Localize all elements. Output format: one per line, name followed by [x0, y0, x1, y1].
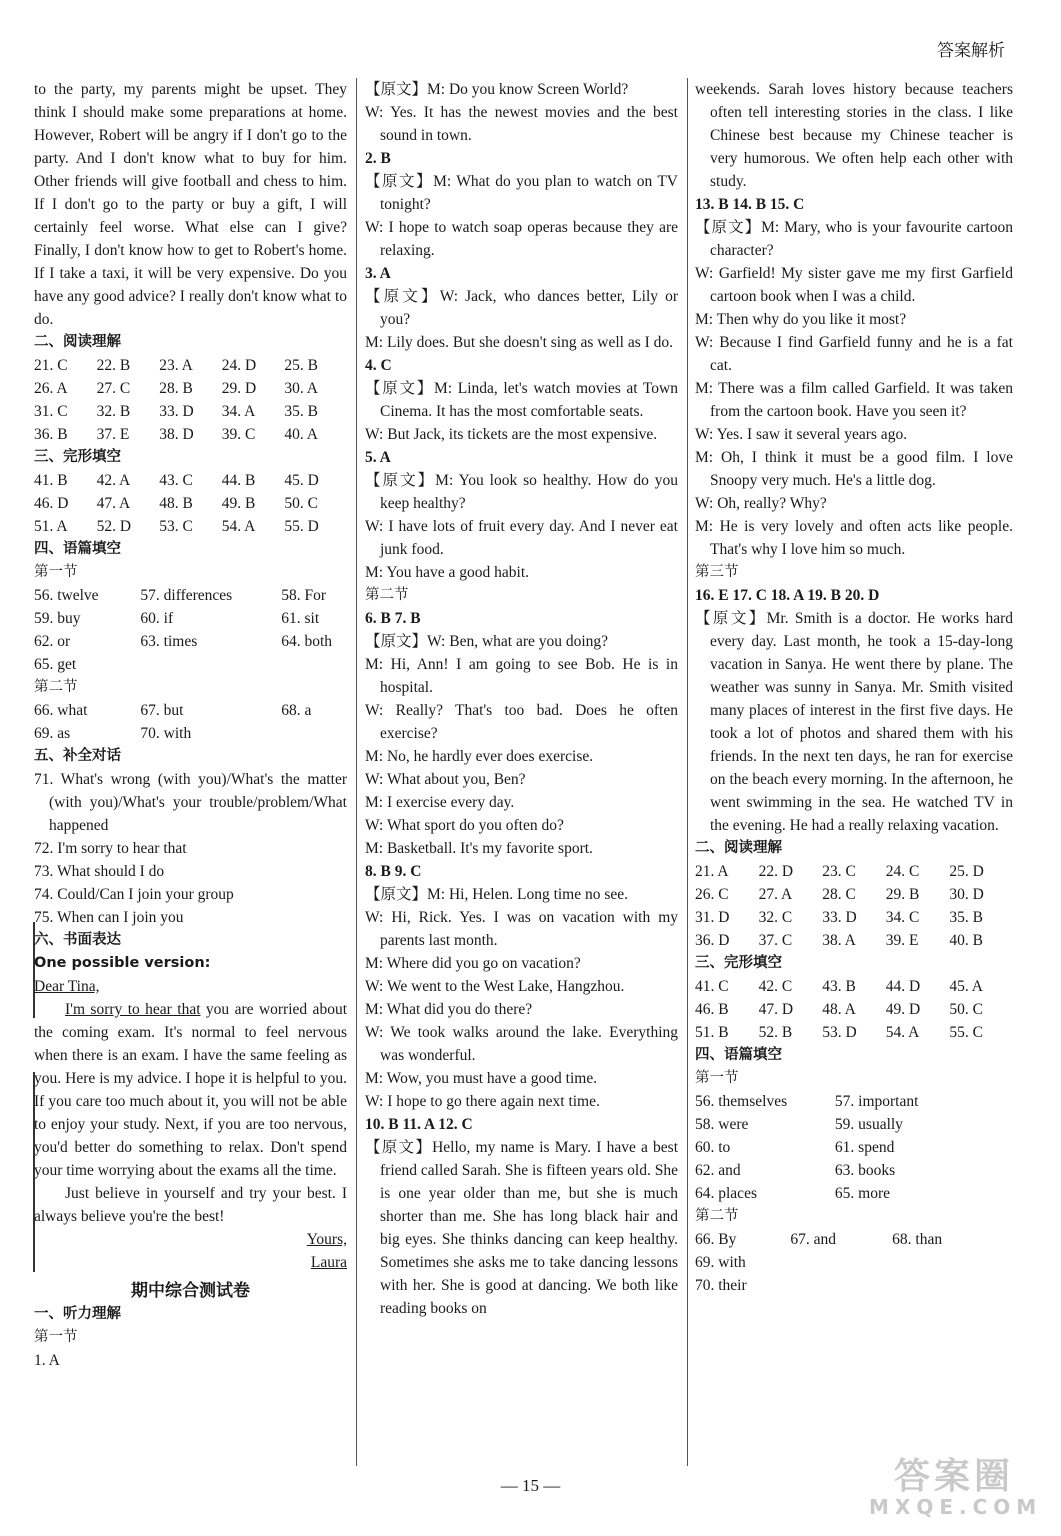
dialogue-answer: 73. What should I do [34, 863, 165, 880]
transcript-line: M: Basketball. It's my favorite sport. [365, 840, 593, 857]
answer-cell: 21. A [695, 863, 729, 880]
answer-cell [281, 653, 347, 676]
answer-cell: 64. both [281, 633, 333, 650]
transcript-line: 【原文】M: Hi, Helen. Long time no see. [365, 886, 629, 903]
answer-grid [34, 354, 347, 446]
letter-signature: Laura [310, 1254, 347, 1271]
answer-cell: 40. B [949, 932, 983, 949]
answer-cell: 63. books [834, 1162, 896, 1179]
letter-greeting: Dear Tina, [34, 978, 100, 995]
answer-row [34, 400, 347, 423]
transcript-line: M: You have a good habit. [365, 564, 530, 581]
transcript-line: W: But Jack, its tickets are the most expensive. [365, 426, 658, 443]
answer-cell: 35. B [284, 403, 318, 420]
answer-row [34, 423, 347, 446]
answer-row [695, 1251, 1013, 1274]
answer-cell: 33. D [159, 403, 194, 420]
answer-row [695, 883, 1013, 906]
answer-cell: 50. C [949, 1001, 983, 1018]
transcript-line: 【原文】M: What do you plan to watch on TV tonight? [365, 173, 678, 213]
answer-cell: 45. A [949, 978, 983, 995]
transcript-line: W: We took walks around the lake. Everything was wonderful. [365, 1024, 678, 1064]
answer-row [695, 1274, 1013, 1297]
answer-row [695, 1159, 1013, 1182]
answer-row [34, 699, 347, 722]
answer-grid [695, 975, 1013, 1044]
answer-row [695, 929, 1013, 952]
transcript-line: M: Hi, Ann! I am going to see Bob. He is in hospital. [365, 656, 678, 696]
dialogue-answer: 72. I'm sorry to hear that [34, 840, 187, 857]
answer-cell: 37. C [758, 932, 793, 949]
answer-item: 3. A [365, 265, 391, 282]
answer-cell: 24. C [885, 863, 920, 880]
dialogue-answer: 71. What's wrong (with you)/What's the matter (with you)/What's your trouble/problem/What happened [34, 771, 347, 834]
transcript-line: W: Really? That's too bad. Does he often exercise? [365, 702, 678, 742]
transcript-line: 【原文】W: Jack, who dances better, Lily or you? [365, 288, 678, 328]
answer-cell: 59. usually [834, 1116, 903, 1133]
answer-cell: 46. D [34, 495, 69, 512]
letter-paragraph: Just believe in yourself and try your best. I always believe you're the best! [34, 1185, 347, 1225]
transcript-line: W: I have lots of fruit every day. And I never eat junk food. [365, 518, 678, 558]
answer-cell: 41. C [695, 978, 729, 995]
answer-cell: 64. places [695, 1185, 757, 1202]
answer-cell [281, 722, 347, 745]
answer-cell: 54. A [885, 1024, 920, 1041]
subsection-heading: 第一节 [695, 1070, 739, 1086]
answer-item: 10. B 11. A 12. C [365, 1116, 473, 1133]
answer-cell: 34. A [221, 403, 256, 420]
answer-cell: 48. A [822, 1001, 856, 1018]
answer-row [34, 584, 347, 607]
answer-cell: 48. B [159, 495, 193, 512]
answer-cell: 70. their [695, 1277, 747, 1294]
answer-cell: 69. as [34, 725, 71, 742]
answer-cell: 31. D [695, 909, 730, 926]
section-heading: 三、完形填空 [34, 449, 121, 465]
answer-cell: 42. C [758, 978, 793, 995]
transcript-line: M: What did you do there? [365, 1001, 533, 1018]
answer-cell: 25. B [284, 357, 318, 374]
answer-cell: 44. B [221, 472, 256, 489]
transcript-line: W: We went to the West Lake, Hangzhou. [365, 978, 625, 995]
letter-paragraph [34, 998, 347, 1182]
answer-cell: 57. important [834, 1093, 919, 1110]
dialogue-answer: 75. When can I join you [34, 909, 184, 926]
answer-cell: 56. twelve [34, 587, 99, 604]
page-header: 答案解析 [937, 41, 1005, 61]
transcript-line: 【原文】W: Ben, what are you doing? [365, 633, 609, 650]
sample-label: One possible version: [34, 955, 211, 971]
answer-grid [34, 469, 347, 538]
transcript-line: 【原文】M: Do you know Screen World? [365, 81, 629, 98]
answer-cell: 59. buy [34, 610, 81, 627]
answer-item: 5. A [365, 449, 391, 466]
answer-cell: 37. E [96, 426, 130, 443]
answer-cell [790, 1251, 892, 1274]
answer-cell: 23. A [159, 357, 193, 374]
transcript-line: 【原文】M: Mary, who is your favourite cartoon character? [695, 219, 1013, 259]
answer-cell: 36. D [695, 932, 730, 949]
answer-row [695, 1228, 1013, 1251]
transcript-line: 【原文】Hello, my name is Mary. I have a best friend called Sarah. She is fifteen years old. She is one year older than me, but she is much shorter than me. She has long black hair and big eyes. She thinks dancing can keep healthy. Sometimes she asks me to take dancing lessons with her. She is good at dancing. We both like reading books on [365, 1139, 678, 1317]
answer-cell: 26. A [34, 380, 68, 397]
section-heading: 二、阅读理解 [34, 334, 121, 350]
answer-row [695, 998, 1013, 1021]
subsection-heading: 第二节 [695, 1208, 739, 1224]
answer-cell: 54. A [221, 518, 256, 535]
transcript-line: M: Then why do you like it most? [695, 311, 907, 328]
answer-cell: 30. A [284, 380, 318, 397]
answer-cell: 42. A [96, 472, 131, 489]
answer-row [695, 975, 1013, 998]
answer-cell: 27. C [96, 380, 131, 397]
answer-grid [695, 1090, 1013, 1205]
answer-grid [34, 699, 347, 745]
transcript-line: M: He is very lovely and often acts like people. That's why I love him so much. [695, 518, 1013, 558]
answer-cell [140, 653, 281, 676]
answer-item: 4. C [365, 357, 392, 374]
answer-row [34, 653, 347, 676]
answer-row [695, 1136, 1013, 1159]
answer-cell: 23. C [822, 863, 856, 880]
answer-cell: 50. C [284, 495, 318, 512]
answer-cell: 69. with [695, 1254, 746, 1271]
answer-cell: 52. D [96, 518, 132, 535]
transcript-line: M: Oh, I think it must be a good film. I love Snoopy very much. He's a little dog. [695, 449, 1013, 489]
column-divider-1 [356, 78, 357, 1466]
transcript-line: W: Because I find Garfield funny and he is a fat cat. [695, 334, 1013, 374]
answer-row [695, 906, 1013, 929]
answer-cell: 63. times [140, 633, 198, 650]
answer-cell: 28. C [822, 886, 856, 903]
column-divider-2 [687, 78, 688, 1466]
section-heading: 一、听力理解 [34, 1306, 121, 1322]
subsection-heading: 第三节 [695, 564, 739, 580]
answer-cell: 29. D [221, 380, 257, 397]
answer-cell: 28. B [159, 380, 193, 397]
transcript-line: M: No, he hardly ever does exercise. [365, 748, 594, 765]
letter-lead: I'm sorry to hear that [65, 1001, 201, 1018]
answer-cell: 57. differences [140, 587, 233, 604]
answer-row [695, 1182, 1013, 1205]
answer-cell: 55. C [949, 1024, 983, 1041]
answer-cell: 60. if [140, 610, 174, 627]
answer-cell: 43. C [159, 472, 193, 489]
answer-cell: 61. spend [834, 1139, 895, 1156]
answer-cell: 68. than [892, 1231, 943, 1248]
answer-cell: 41. B [34, 472, 68, 489]
answer-grid [695, 860, 1013, 952]
answer-item: 2. B [365, 150, 391, 167]
answer-cell: 22. B [96, 357, 131, 374]
answer-grid [695, 1228, 1013, 1297]
answer-cell: 45. D [284, 472, 319, 489]
transcript-line: 【原文】Mr. Smith is a doctor. He works hard every day. Last month, he took a 15-day-long vacation in Sanya. He went there by plane. The weather was sunny in Sanya. Mr. Smith visited many places of interest in the first five days. He took a lot of photos and shared them with his friends. In the next ten days, he ran for exercise on the beach every morning. In the afternoon, he went swimming in the sea. He watched TV in the evening. He had a really relaxing vacation. [695, 610, 1013, 834]
answer-cell: 67. but [140, 702, 184, 719]
transcript-line: M: There was a film called Garfield. It was taken from the cartoon book. Have you seen it? [695, 380, 1013, 420]
answer-row [34, 630, 347, 653]
answer-cell: 51. B [695, 1024, 729, 1041]
answer-cell: 25. D [949, 863, 984, 880]
section-heading: 四、语篇填空 [34, 541, 121, 557]
answer-cell: 65. more [834, 1185, 891, 1202]
page-number: — 15 — [500, 1476, 561, 1495]
answer-item: 1. A [34, 1352, 60, 1369]
answer-cell: 55. D [284, 518, 319, 535]
transcript-line: M: I exercise every day. [365, 794, 515, 811]
answer-cell: 53. C [159, 518, 193, 535]
answer-cell: 51. A [34, 518, 68, 535]
transcript-line: W: What sport do you often do? [365, 817, 564, 834]
subsection-heading: 第一节 [34, 1329, 78, 1345]
column-right [695, 78, 1013, 1297]
answer-item: 13. B 14. B 15. C [695, 196, 805, 213]
transcript-line: weekends. Sarah loves history because teachers often tell interesting stories in the class. I like Chinese best because my Chinese teacher is very humorous. We often help each other with study. [695, 81, 1013, 190]
section-heading: 六、书面表达 [34, 932, 121, 948]
answer-cell: 39. C [221, 426, 256, 443]
answer-row [34, 377, 347, 400]
subsection-heading: 第二节 [365, 587, 409, 603]
subsection-heading: 第二节 [34, 679, 78, 695]
essay-passage: to the party, my parents might be upset. They think I should make some preparations at home. However, Robert will be angry if I don't go to the party. And I don't know what to buy for him. Other friends will give football and chess to him. If I don't go to the party or buy a gift, I will certainly feel worse. What else can I give? Finally, I don't know how to get to Robert's home. If I take a taxi, it will be very expensive. Do you have any good advice? I really don't know what to do. [34, 81, 347, 328]
answer-cell: 65. get [34, 656, 77, 673]
transcript-line: W: Garfield! My sister gave me my first Garfield cartoon book when I was a child. [695, 265, 1013, 305]
answer-item: 8. B 9. C [365, 863, 422, 880]
answer-row [695, 1090, 1013, 1113]
answer-cell: 58. were [695, 1116, 749, 1133]
transcript-line: W: Hi, Rick. Yes. I was on vacation with my parents last month. [365, 909, 678, 949]
answer-cell: 56. themselves [695, 1093, 788, 1110]
answer-cell [790, 1274, 892, 1297]
transcript-line: W: I hope to watch soap operas because they are relaxing. [365, 219, 678, 259]
answer-cell: 30. D [949, 886, 984, 903]
answer-cell: 29. B [885, 886, 920, 903]
answer-cell: 31. C [34, 403, 68, 420]
watermark-logo: 答案圈 MXQE.COM [869, 1456, 1043, 1519]
answer-cell: 53. D [822, 1024, 857, 1041]
answer-row [695, 1113, 1013, 1136]
listening-transcripts [695, 78, 1013, 837]
section-heading: 三、完形填空 [695, 955, 782, 971]
dialogue-answers [34, 768, 347, 929]
answer-cell: 38. A [822, 932, 856, 949]
transcript-line: W: Yes. It has the newest movies and the best sound in town. [365, 104, 678, 144]
section-heading: 五、补全对话 [34, 748, 121, 764]
answer-row [34, 722, 347, 745]
transcript-line: W: I hope to go there again next time. [365, 1093, 600, 1110]
transcript-line: M: Lily does. But she doesn't sing as well as I do. [365, 334, 674, 351]
letter-body: you are worried about the coming exam. It's normal to feel nervous when there is an exam. I have the same feeling as you. Here is my advice. I hope it is helpful to you. If you care too much about it, you will not be able to enjoy your study. Next, if you are too nervous, you'd better do something to relax. Don't spend your time worrying about the exams all the time. [34, 1001, 347, 1179]
answer-row [34, 607, 347, 630]
answer-item: 16. E 17. C 18. A 19. B 20. D [695, 587, 880, 604]
transcript-line: W: Oh, really? Why? [695, 495, 827, 512]
answer-row [34, 492, 347, 515]
answer-row [34, 354, 347, 377]
answer-row [34, 469, 347, 492]
dialogue-answer: 74. Could/Can I join your group [34, 886, 234, 903]
transcript-line: 【原文】M: You look so healthy. How do you keep healthy? [365, 472, 678, 512]
answer-cell: 32. B [96, 403, 131, 420]
transcript-line: 【原文】M: Linda, let's watch movies at Town Cinema. It has the most comfortable seats. [365, 380, 678, 420]
answer-cell: 24. D [221, 357, 257, 374]
transcript-line: W: What about you, Ben? [365, 771, 526, 788]
subsection-heading: 第一节 [34, 564, 78, 580]
transcript-line: M: Where did you go on vacation? [365, 955, 581, 972]
answer-cell: 35. B [949, 909, 983, 926]
answer-cell: 70. with [140, 725, 192, 742]
answer-row [695, 1021, 1013, 1044]
letter-closing: Yours, [306, 1231, 347, 1248]
transcript-line: W: Yes. I saw it several years ago. [695, 426, 908, 443]
transcript-line: M: Wow, you must have a good time. [365, 1070, 598, 1087]
answer-cell: 67. and [790, 1231, 837, 1248]
section-heading: 四、语篇填空 [695, 1047, 782, 1063]
answer-cell: 44. D [885, 978, 921, 995]
answer-cell: 21. C [34, 357, 68, 374]
exam-title: 期中综合测试卷 [131, 1281, 250, 1301]
answer-cell: 62. or [34, 633, 71, 650]
answer-grid [34, 584, 347, 676]
answer-cell [892, 1251, 1013, 1274]
answer-cell: 47. A [96, 495, 131, 512]
answer-cell: 43. B [822, 978, 856, 995]
answer-cell [892, 1274, 1013, 1297]
answer-cell: 34. C [885, 909, 920, 926]
answer-cell: 49. D [885, 1001, 921, 1018]
answer-cell: 33. D [822, 909, 857, 926]
answer-cell: 22. D [758, 863, 794, 880]
section-heading: 二、阅读理解 [695, 840, 782, 856]
answer-row [695, 860, 1013, 883]
answer-item: 6. B 7. B [365, 610, 421, 627]
answer-cell: 36. B [34, 426, 68, 443]
answer-cell: 39. E [885, 932, 919, 949]
column-middle [365, 78, 678, 1320]
answer-cell: 62. and [695, 1162, 741, 1179]
answer-cell: 61. sit [281, 610, 320, 627]
answer-cell: 38. D [159, 426, 194, 443]
answer-cell: 32. C [758, 909, 793, 926]
answer-cell: 52. B [758, 1024, 793, 1041]
answer-cell: 66. what [34, 702, 88, 719]
answer-cell: 47. D [758, 1001, 794, 1018]
answer-cell: 49. B [221, 495, 256, 512]
answer-cell: 60. to [695, 1139, 731, 1156]
answer-cell: 68. a [281, 702, 312, 719]
answer-cell: 26. C [695, 886, 729, 903]
answer-cell: 66. By [695, 1231, 737, 1248]
answer-cell: 27. A [758, 886, 793, 903]
answer-row [34, 515, 347, 538]
answer-cell: 46. B [695, 1001, 729, 1018]
answer-cell: 40. A [284, 426, 318, 443]
answer-cell: 58. For [281, 587, 327, 604]
column-left [34, 78, 347, 1372]
